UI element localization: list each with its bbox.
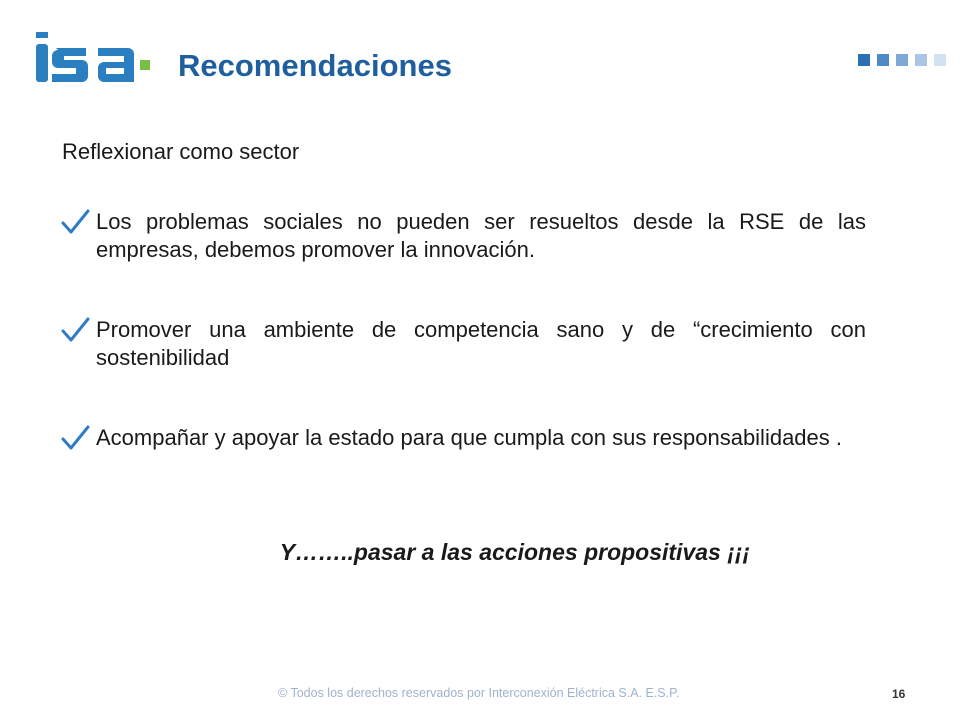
closing-statement: Y……..pasar a las acciones propositivas ¡¡¡ — [279, 539, 751, 565]
bullet-text: Promover una ambiente de competencia sano y de “crecimiento con sostenibilidad — [96, 317, 866, 370]
slide-title: Recomendaciones — [178, 48, 452, 83]
squares-decoration — [858, 54, 946, 66]
checkmark-icon — [60, 316, 90, 344]
slide-subtitle: Reflexionar como sector — [62, 139, 300, 164]
isa-logo — [34, 30, 156, 86]
checkmark-icon — [60, 208, 90, 236]
page-number: 16 — [892, 687, 906, 701]
bullet-item — [62, 424, 866, 452]
copyright-footer: © Todos los derechos reservados por Interconexión Eléctrica S.A. E.S.P. — [278, 686, 680, 700]
bullet-item — [62, 316, 866, 372]
bullet-list — [62, 208, 866, 504]
checkmark-icon — [60, 424, 90, 452]
bullet-item — [62, 208, 866, 264]
bullet-text: Los problemas sociales no pueden ser resueltos desde la RSE de las empresas, debemos promover la innovación. — [96, 209, 866, 262]
bullet-text: Acompañar y apoyar la estado para que cumpla con sus responsabilidades . — [96, 425, 843, 450]
